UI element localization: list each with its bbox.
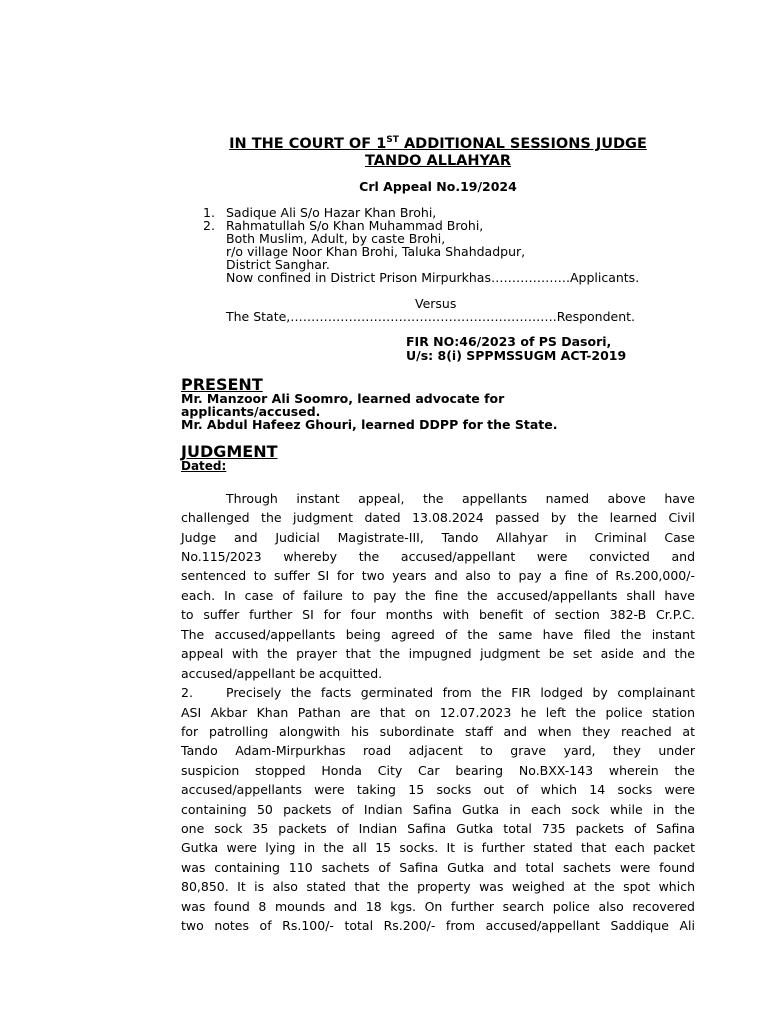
body-line: challenged the judgment dated 13.08.2024 passed by the learned Civil bbox=[181, 510, 695, 525]
present-heading: PRESENT bbox=[181, 375, 263, 394]
body-line: No.115/2023 whereby the accused/appellant were convicted and bbox=[181, 549, 695, 564]
body-line: to suffer further SI for four months with benefit of section 382-B Cr.P.C. bbox=[181, 607, 695, 622]
court-title-line2: TANDO ALLAHYAR bbox=[364, 153, 512, 169]
fir-number: FIR NO:46/2023 of PS Dasori, bbox=[406, 334, 612, 349]
fir-section: U/s: 8(i) SPPMSSUGM ACT-2019 bbox=[406, 348, 627, 363]
body-line: was found 8 mounds and 18 kgs. On further search police also recovered bbox=[181, 899, 695, 914]
party-number: 1. bbox=[203, 205, 215, 220]
party-line: Both Muslim, Adult, by caste Brohi, bbox=[226, 231, 446, 246]
body-line: 80,850. It is also stated that the property was weighed at the spot which bbox=[181, 879, 695, 894]
dated-label: Dated: bbox=[181, 459, 227, 473]
body-line: 2. Precisely the facts germinated from the FIR lodged by complainant bbox=[181, 685, 695, 700]
court-title-line1: IN THE COURT OF 1ST ADDITIONAL SESSIONS JUDGE bbox=[229, 135, 647, 152]
body-line: Judge and Judicial Magistrate-III, Tando Allahyar in Criminal Case bbox=[181, 530, 695, 545]
body-line: for patrolling alongwith his subordinate staff and when they reached at bbox=[181, 724, 695, 739]
body-line: suspicion stopped Honda City Car bearing No.BXX-143 wherein the bbox=[181, 763, 695, 778]
body-line: was containing 110 sachets of Safina Gutka and total sachets were found bbox=[181, 860, 695, 875]
body-line: accused/appellant be acquitted. bbox=[181, 666, 383, 681]
judgment-heading: JUDGMENT bbox=[181, 442, 278, 461]
body-line: The accused/appellants being agreed of the same have filed the instant bbox=[181, 627, 695, 642]
party-line: Sadique Ali S/o Hazar Khan Brohi, bbox=[226, 205, 437, 220]
body-line: two notes of Rs.100/- total Rs.200/- from accused/appellant Saddique Ali bbox=[181, 918, 695, 933]
body-line: accused/appellants were taking 15 socks out of which 14 socks were bbox=[181, 782, 695, 797]
body-line: ASI Akbar Khan Pathan are that on 12.07.2023 he left the police station bbox=[181, 705, 695, 720]
party-number: 2. bbox=[203, 218, 215, 233]
court-title bbox=[0, 136, 768, 170]
body-line: one sock 35 packets of Indian Safina Gutka total 735 packets of Safina bbox=[181, 821, 695, 836]
versus-label: Versus bbox=[415, 296, 457, 311]
body-line: appeal with the prayer that the impugned judgment be set aside and the bbox=[181, 646, 695, 661]
present-line: applicants/accused. bbox=[181, 404, 321, 419]
respondent-line: The State,……………………………………………………….Respondent. bbox=[226, 309, 636, 324]
body-line: Through instant appeal, the appellants named above have bbox=[226, 491, 695, 506]
body-line: each. In case of failure to pay the fine the accused/appellants shall have bbox=[181, 588, 695, 603]
party-line: r/o village Noor Khan Brohi, Taluka Shahdadpur, bbox=[226, 244, 526, 259]
applicants-line: Now confined in District Prison Mirpurkhas……………….Applicants. bbox=[226, 270, 640, 285]
present-line: Mr. Abdul Hafeez Ghouri, learned DDPP for the State. bbox=[181, 417, 558, 432]
body-line: Gutka were lying in the all 15 socks. It is further stated that each packet bbox=[181, 840, 695, 855]
paragraph-number: 2. bbox=[181, 685, 193, 700]
body-line: Tando Adam-Mirpurkhas road adjacent to grave yard, they under bbox=[181, 743, 695, 758]
body-line: sentenced to suffer SI for two years and also to pay a fine of Rs.200,000/- bbox=[181, 568, 695, 583]
party-line: Rahmatullah S/o Khan Muhammad Brohi, bbox=[226, 218, 484, 233]
body-line: containing 50 packets of Indian Safina Gutka in each sock while in the bbox=[181, 802, 695, 817]
appeal-number: Crl Appeal No.19/2024 bbox=[359, 179, 517, 194]
present-line: Mr. Manzoor Ali Soomro, learned advocate for bbox=[181, 391, 505, 406]
party-line: District Sanghar. bbox=[226, 257, 330, 272]
